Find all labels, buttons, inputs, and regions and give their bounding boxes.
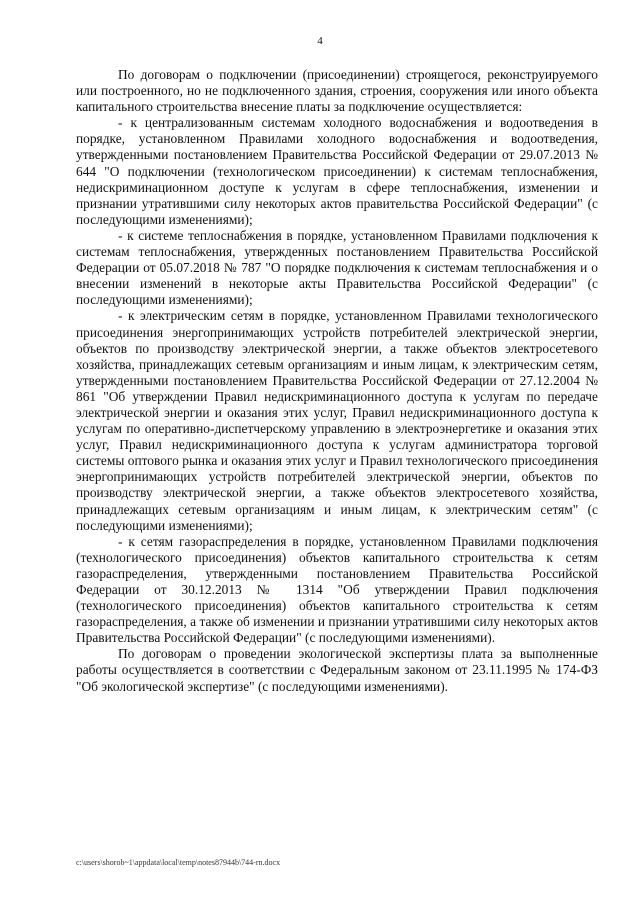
list-item-gas: - к сетям газораспределения в порядке, установленном Правилами подключения (технологического присоединения) объектов капитального строительства к сетям газораспределения, утвержденными постановлением Правительства Российской Федерации от 30.12.2013 № 1314 "Об утверждении Правил подключения (технологического присоединения) объектов капитального строительства к сетям газораспределения, а также об изменении и признании утратившими силу некоторых актов Правительства Российской Федерации" (с последующими изменениями). xyxy=(76,533,598,646)
list-item-heat: - к системе теплоснабжения в порядке, установленном Правилами подключения к системам теплоснабжения, утвержденных постановлением Правительства Российской Федерации от 05.07.2018 № 787 "О порядке подключения к системам теплоснабжения и о внесении изменений в некоторые акты Правительства Российской Федерации" (с последующими изменениями); xyxy=(76,227,598,308)
footer-file-path: c:\users\shorob~1\appdata\local\temp\notes87944b\744-rn.docx xyxy=(76,858,281,867)
intro-paragraph: По договорам о подключении (присоединении) строящегося, реконструируемого или построенного, но не подключенного здания, строения, сооружения или иного объекта капитального строительства внесение платы за подключение осуществляется: xyxy=(76,67,598,115)
page-number: 4 xyxy=(317,35,323,47)
ecology-paragraph: По договорам о проведении экологической экспертизы плата за выполненные работы осуществляется в соответствии с Федеральным законом от 23.11.1995 № 174-ФЗ "Об экологической экспертизе" (с последующими изменениями). xyxy=(76,646,598,694)
document-body xyxy=(76,67,598,695)
list-item-electric: - к электрическим сетям в порядке, установленном Правилами технологического присоединения энергопринимающих устройств потребителей электрической энергии, объектов по производству электрической энергии, а также объектов электросетевого хозяйства, принадлежащих сетевым организациям и иным лицам, к электрическим сетям, утвержденными постановлением Правительства Российской Федерации от 27.12.2004 № 861 "Об утверждении Правил недискриминационного доступа к услугам по передаче электрической энергии и оказания этих услуг, Правил недискриминационного доступа к услугам по оперативно-диспетчерскому управлению в электроэнергетике и оказания этих услуг, Правил недискриминационного доступа к услугам администратора торговой системы оптового рынка и оказания этих услуг и Правил технологического присоединения энергопринимающих устройств потребителей электрической энергии, объектов по производству электрической энергии, а также объектов электросетевого хозяйства, принадлежащих сетевым организациям и иным лицам, к электрическим сетям" (с последующими изменениями); xyxy=(76,308,598,533)
list-item-water: - к централизованным системам холодного водоснабжения и водоотведения в порядке, установленном Правилами холодного водоснабжения и водоотведения, утвержденными постановлением Правительства Российской Федерации от 29.07.2013 № 644 "О подключении (технологическом присоединении) к системам теплоснабжения, недискриминационном доступе к услугам в сфере теплоснабжения, изменении и признании утратившими силу некоторых актов правительства Российской Федерации" (с последующими изменениями); xyxy=(76,115,598,227)
